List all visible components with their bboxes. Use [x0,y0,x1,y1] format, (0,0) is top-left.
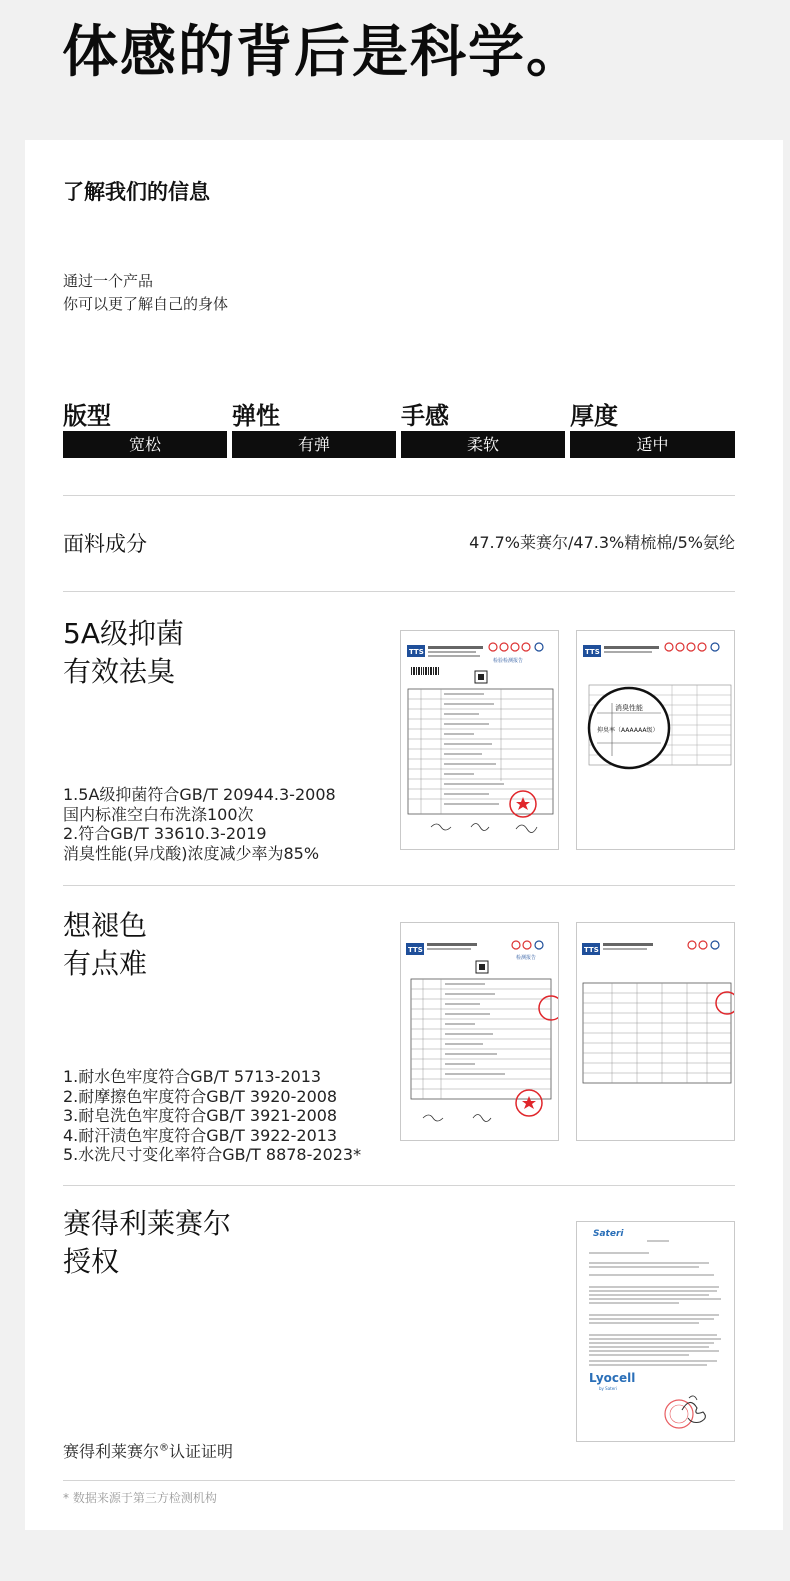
divider [63,591,735,592]
svg-text:TTS: TTS [584,946,599,954]
doc-logo-text: Lyocell [589,1371,636,1385]
svg-text:TTS: TTS [409,648,424,656]
antibacterial-title-line-2: 有效祛臭 [63,655,176,688]
antibacterial-title-line-1: 5A级抑菌 [63,617,184,650]
svg-text:TTS: TTS [585,648,600,656]
colorfast-title-line-1: 想褪色 [63,909,148,942]
info-card [25,140,783,1530]
lyocell-certificate-image [576,1221,735,1442]
intro-text [63,270,228,316]
zoom-text-1: 消臭性能 [615,704,643,712]
intro-line-1: 通过一个产品 [63,272,154,290]
registered-mark: ® [159,1442,170,1454]
fabric-value: 47.7%莱赛尔/47.3%精梳棉/5%氨纶 [469,533,735,552]
colorfast-title-line-2: 有点难 [63,947,148,980]
footnote: * 数据来源于第三方检测机构 [63,1491,217,1505]
list-item: 4.耐汗渍色牢度符合GB/T 3922-2013 [63,1125,338,1145]
colorfast-title [63,907,147,983]
colorfast-list [63,1067,361,1165]
colorfast-report-image-2 [576,922,735,1141]
antibacterial-title [63,615,184,691]
doc-header-text: 检验检测报告 [493,658,524,664]
list-item: 3.耐皂洗色牢度符合GB/T 3921-2008 [63,1106,338,1125]
list-item: 2.耐摩擦色牢度符合GB/T 3920-2008 [63,1086,338,1106]
metric-label-elasticity: 弹性 [232,402,280,430]
deodorant-report-zoom-image [576,630,735,850]
lyocell-title [63,1205,231,1281]
cert-label-text: 赛得利莱赛尔 [63,1442,160,1461]
fabric-label: 面料成分 [63,532,147,556]
metric-value-feel: 柔软 [401,431,565,458]
list-item: 1.5A级抑菌符合GB/T 20944.3-2008 [63,785,336,804]
divider [63,1185,735,1186]
metric-label-thickness: 厚度 [570,402,618,430]
metric-label-fit: 版型 [63,402,111,430]
doc-header-text: 检测报告 [516,955,537,961]
metric-value-thickness: 适中 [570,431,735,458]
lyocell-title-line-1: 赛得利莱赛尔 [63,1207,232,1240]
list-item: 国内标准空白布洗涤100次 [63,804,254,824]
cert-label-suffix: 认证证明 [169,1442,234,1461]
lyocell-cert-label [63,1439,233,1462]
divider [63,1480,735,1481]
hero-title: 体感的背后是科学。 [62,20,584,85]
list-item: 消臭性能(异戊酸)浓度减少率为85% [63,843,320,863]
metric-value-elasticity: 有弹 [232,431,396,458]
list-item: 5.水洗尺寸变化率符合GB/T 8878-2023* [63,1145,362,1164]
info-title: 了解我们的信息 [63,180,210,204]
lyocell-title-line-2: 授权 [63,1245,120,1278]
doc-logo-sub: by Sateri [599,1386,617,1391]
list-item: 2.符合GB/T 33610.3-2019 [63,824,267,843]
colorfast-report-image-1 [400,922,559,1141]
list-item: 1.耐水色牢度符合GB/T 5713-2013 [63,1067,322,1086]
antibacterial-report-image [400,630,559,850]
doc-brand-text: Sateri [593,1229,624,1239]
metric-value-fit: 宽松 [63,431,227,458]
divider [63,885,735,886]
divider [63,495,735,496]
zoom-text-2: 抑臭率（AAAAAA级） [597,727,659,734]
intro-line-2: 你可以更了解自己的身体 [63,295,229,313]
antibacterial-list [63,785,336,863]
svg-text:TTS: TTS [408,946,423,954]
metric-label-feel: 手感 [401,402,449,430]
